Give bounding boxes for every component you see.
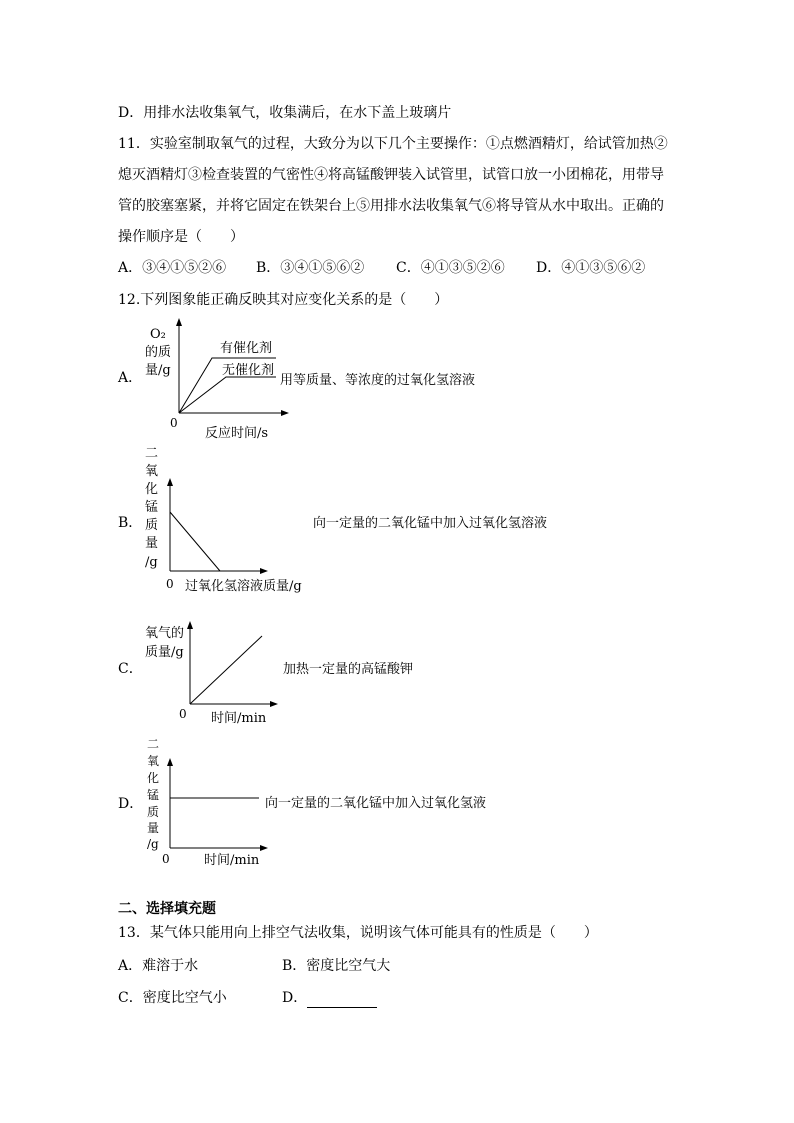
q13-answer-blank[interactable] [307, 993, 377, 1008]
graph-b-ylabel-5: 质 [145, 518, 159, 533]
graph-c-y-arrow [187, 621, 193, 629]
graph-b-ylabel-7: /g [145, 555, 158, 570]
graph-b-data-line [170, 512, 220, 571]
graph-a-x-arrow [281, 410, 289, 416]
graph-b-xlabel: 过氧化氢溶液质量/g [185, 579, 302, 594]
graph-a-series-no-catalyst: 无催化剂 [222, 363, 275, 378]
q11-stem-line-1: 11．实验室制取氧气的过程，大致分为以下几个主要操作：①点燃酒精灯，给试管加热② [118, 136, 668, 152]
q12-option-c-letter: C． [118, 661, 143, 677]
graph-d-xlabel: 时间/min [204, 853, 260, 868]
q11-stem-line-2: 熄灭酒精灯③检查装置的气密性④将高锰酸钾装入试管里，试管口放一小团棉花，用带导 [118, 167, 664, 183]
q11-option-b: B．③④①⑤⑥② [256, 260, 365, 276]
graph-a-no-catalyst-line [179, 377, 276, 413]
graph-d-description: 向一定量的二氧化锰中加入过氧化氢液 [265, 796, 487, 811]
graph-c-x-arrow [270, 701, 278, 707]
graph-d-ylabel-4: 锰 [147, 788, 160, 802]
q12-option-d-letter: D． [118, 796, 144, 812]
graph-b-ylabel-4: 锰 [145, 500, 159, 515]
graph-a-catalyst-line [179, 358, 276, 413]
graph-a-xlabel: 反应时间/s [205, 426, 269, 441]
graph-d-ylabel-6: 量 [147, 821, 160, 835]
graph-d-y-arrow [167, 758, 173, 766]
graph-a-description: 用等质量、等浓度的过氧化氢溶液 [280, 373, 476, 388]
graph-b-origin: 0 [166, 577, 174, 591]
graph-d-ylabel-2: 氧 [147, 754, 160, 768]
graph-b-description: 向一定量的二氧化锰中加入过氧化氢溶液 [313, 516, 548, 531]
graph-d-x-arrow [260, 845, 268, 851]
q11-stem-line-4: 操作顺序是（ ） [118, 229, 244, 245]
q12-option-b-letter: B． [118, 515, 143, 531]
graph-a-ylabel-1: O₂ [150, 327, 166, 342]
graph-c-description: 加热一定量的高锰酸钾 [283, 662, 414, 677]
q13-option-c: C．密度比空气小 [118, 990, 227, 1006]
section-heading: 二、选择填充题 [118, 901, 216, 917]
graph-b-y-arrow [167, 478, 173, 486]
graph-b-x-arrow [260, 568, 268, 574]
graph-a-y-arrow [176, 318, 182, 326]
graph-c-data-line [190, 636, 262, 704]
graph-d-origin: 0 [162, 852, 170, 866]
graph-a-ylabel-3: 量/g [145, 363, 171, 378]
q12-stem: 12.下列图象能正确反映其对应变化关系的是（ ） [118, 292, 449, 308]
graph-a-origin: 0 [170, 416, 178, 430]
graph-c-ylabel-1: 氧气的 [145, 626, 185, 641]
graph-b-ylabel-2: 氧 [145, 464, 159, 479]
q11-option-d: D．④①③⑤⑥② [536, 260, 646, 276]
q13-option-b: B．密度比空气大 [282, 958, 391, 974]
graph-c-ylabel-2: 质量/g [145, 645, 184, 660]
q12-option-a-letter: A． [118, 370, 143, 386]
graph-c-origin: 0 [179, 707, 187, 721]
graph-a-ylabel-2: 的质 [145, 345, 172, 360]
graph-b-ylabel-6: 量 [145, 536, 159, 551]
q11-option-c: C．④①③⑤②⑥ [396, 260, 505, 276]
q13-stem: 13．某气体只能用向上排空气法收集，说明该气体可能具有的性质是（ ） [118, 925, 598, 941]
graph-b-ylabel-1: 二 [145, 446, 159, 461]
graph-d-ylabel-3: 化 [147, 771, 160, 785]
graph-b-ylabel-3: 化 [145, 482, 159, 497]
q11-option-a: A．③④①⑤②⑥ [118, 260, 227, 276]
graph-c-xlabel: 时间/min [211, 711, 267, 726]
graph-d-ylabel-5: 质 [147, 805, 160, 819]
q13-option-d [282, 988, 377, 1008]
q13-option-d-label: D． [282, 990, 308, 1006]
graph-d-ylabel-1: 二 [147, 737, 160, 751]
q11-stem-line-3: 管的胶塞塞紧，并将它固定在铁架台上⑤用排水法收集氧气⑥将导管从水中取出。正确的 [118, 198, 664, 214]
graph-d-ylabel-7: /g [147, 837, 159, 851]
q10-option-d: D．用排水法收集氧气，收集满后，在水下盖上玻璃片 [118, 105, 452, 121]
graph-a-series-catalyst: 有催化剂 [220, 341, 273, 356]
q13-option-a: A．难溶于水 [118, 958, 199, 974]
